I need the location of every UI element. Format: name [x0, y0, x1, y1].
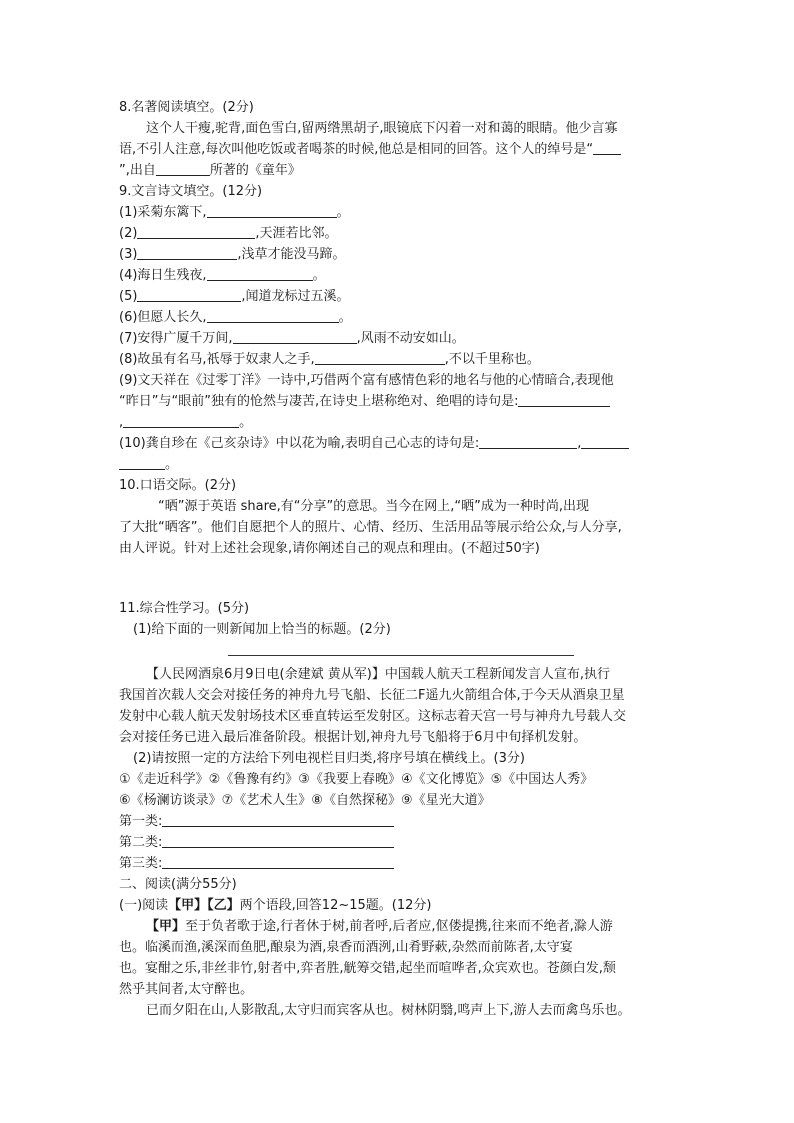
- answer-blank[interactable]: [137, 287, 241, 302]
- answer-blank[interactable]: [207, 308, 339, 323]
- answer-blank[interactable]: [123, 413, 239, 428]
- programs-list: ⑥《杨澜访谈录》⑦《艺术人生》⑧《自然探秘》⑨《星光大道》: [119, 793, 491, 808]
- passage-jia-line: 也。临溪而渔,溪深而鱼肥,酿泉为酒,泉香而酒洌,山肴野蔌,杂然而前陈者,太守宴: [119, 940, 573, 955]
- q9-item-2: (2) ,天涯若比邻。: [119, 226, 338, 241]
- answer-blank[interactable]: [315, 350, 445, 365]
- q9-item-8: (8)故虽有名马,祇辱于奴隶人之手, ,不以千里称也。: [119, 352, 540, 367]
- answer-blank[interactable]: [137, 224, 255, 239]
- answer-blank[interactable]: [593, 140, 621, 155]
- q9-item-5: (5) ,闻道龙标过五溪。: [119, 289, 350, 304]
- answer-blank[interactable]: [162, 833, 394, 848]
- q10-passage-line: 由人评说。针对上述社会现象,请你阐述自己的观点和理由。(不超过50字): [119, 541, 540, 556]
- answer-blank[interactable]: [119, 455, 165, 470]
- q9-item-1: (1)采菊东篱下, 。: [119, 205, 350, 220]
- answer-blank[interactable]: [162, 854, 394, 869]
- answer-blank[interactable]: [207, 203, 337, 218]
- q8-heading: 8.名著阅读填空。(2分): [119, 100, 254, 115]
- q11-heading: 11.综合性学习。(5分): [119, 601, 250, 616]
- category-1: 第一类:: [119, 811, 679, 832]
- q10-passage-line: 了大批“晒客”。他们自愿把个人的照片、心情、经历、生活用品等展示给公众,与人分享,: [119, 520, 622, 535]
- q10-heading: 10.口语交际。(2分): [119, 478, 237, 493]
- q9-item-3: (3) ,浅草才能没马蹄。: [119, 247, 346, 262]
- category-2: 第二类:: [119, 832, 679, 853]
- passage-jia-line: 然乎其间者,太守醉也。: [119, 982, 254, 997]
- q11-sub1: (1)给下面的一则新闻加上恰当的标题。(2分): [133, 622, 391, 637]
- category-3: 第三类:: [119, 853, 679, 874]
- answer-blank[interactable]: [233, 329, 357, 344]
- answer-blank[interactable]: [479, 434, 577, 449]
- passage-jia-line: 【甲】至于负者歌于途,行者休于树,前者呼,后者应,伛偻提携,往来而不绝者,滁人游: [146, 919, 613, 934]
- q9-item-9-cont: “昨日”与“眼前”独有的怆然与凄苦,在诗史上堪称绝对、绝唱的诗句是:: [119, 391, 679, 412]
- q8-passage-line: ”,出自 所著的《童年》: [119, 163, 301, 178]
- q9-item-10: (10)龚自珍在《己亥杂诗》中以花为喻,表明自己心志的诗句是: ,: [119, 433, 679, 454]
- q9-heading: 9.文言诗文填空。(12分): [119, 184, 263, 199]
- news-line: 我国首次载人交会对接任务的神舟九号飞船、长征二F遥九火箭组合体,于今天从酒泉卫星: [119, 688, 625, 703]
- answer-blank[interactable]: [207, 266, 313, 281]
- news-title-blank[interactable]: [228, 655, 574, 656]
- news-line: 【人民网酒泉6月9日电(余建斌 黄从军)】中国载人航天工程新闻发言人宣布,执行: [146, 667, 610, 682]
- reading-sub-heading: (一)阅读【甲】【乙】两个语段,回答12~15题。(12分): [119, 898, 432, 913]
- q8-passage-line: 这个人干瘦,驼背,面色雪白,留两绺黑胡子,眼镜底下闪着一对和蔼的眼睛。他少言寡: [146, 121, 618, 136]
- answer-blank[interactable]: [137, 245, 237, 260]
- answer-blank[interactable]: [518, 392, 610, 407]
- passage-jia-line: 已而夕阳在山,人影散乱,太守归而宾客从也。树林阴翳,鸣声上下,游人去而禽鸟乐也。: [146, 1003, 631, 1018]
- q9-item-7: (7)安得广厦千万间, ,风雨不动安如山。: [119, 331, 465, 346]
- q11-sub2: (2)请按照一定的方法给下列电视栏目归类,将序号填在横线上。(3分): [133, 751, 525, 766]
- answer-blank[interactable]: [162, 812, 394, 827]
- news-line: 会对接任务已进入最后准备阶段。根据计划,神舟九号飞船将于6月中旬择机发射。: [119, 730, 587, 745]
- q9-item-6: (6)但愿人长久, 。: [119, 310, 352, 325]
- q9-item-9-cont: , 。: [119, 415, 253, 430]
- q9-item-10-cont: 。: [119, 454, 679, 475]
- q9-item-4: (4)海日生残夜, 。: [119, 268, 326, 283]
- answer-blank[interactable]: [156, 161, 210, 176]
- answer-blank[interactable]: [581, 434, 629, 449]
- programs-list: ①《走近科学》②《鲁豫有约》③《我要上春晚》④《文化博览》⑤《中国达人秀》: [119, 772, 594, 787]
- q9-item-9: (9)文天祥在《过零丁洋》一诗中,巧借两个富有感情色彩的地名与他的心情暗合,表现他: [119, 373, 614, 388]
- q8-passage-line: 语,不引人注意,每次叫他吃饭或者喝茶的时候,他总是相同的回答。这个人的绰号是“: [119, 139, 679, 160]
- news-line: 发射中心载人航天发射场技术区垂直转运至发射区。这标志着天宫一号与神舟九号载人交: [119, 709, 627, 724]
- q10-passage-line: “晒”源于英语 share,有“分享”的意思。当今在网上,“晒”成为一种时尚,出现: [158, 499, 589, 514]
- section2-heading: 二、阅读(满分55分): [119, 877, 237, 892]
- passage-jia-line: 也。宴酣之乐,非丝非竹,射者中,弈者胜,觥筹交错,起坐而喧哗者,众宾欢也。苍颜白发,颓: [119, 961, 616, 976]
